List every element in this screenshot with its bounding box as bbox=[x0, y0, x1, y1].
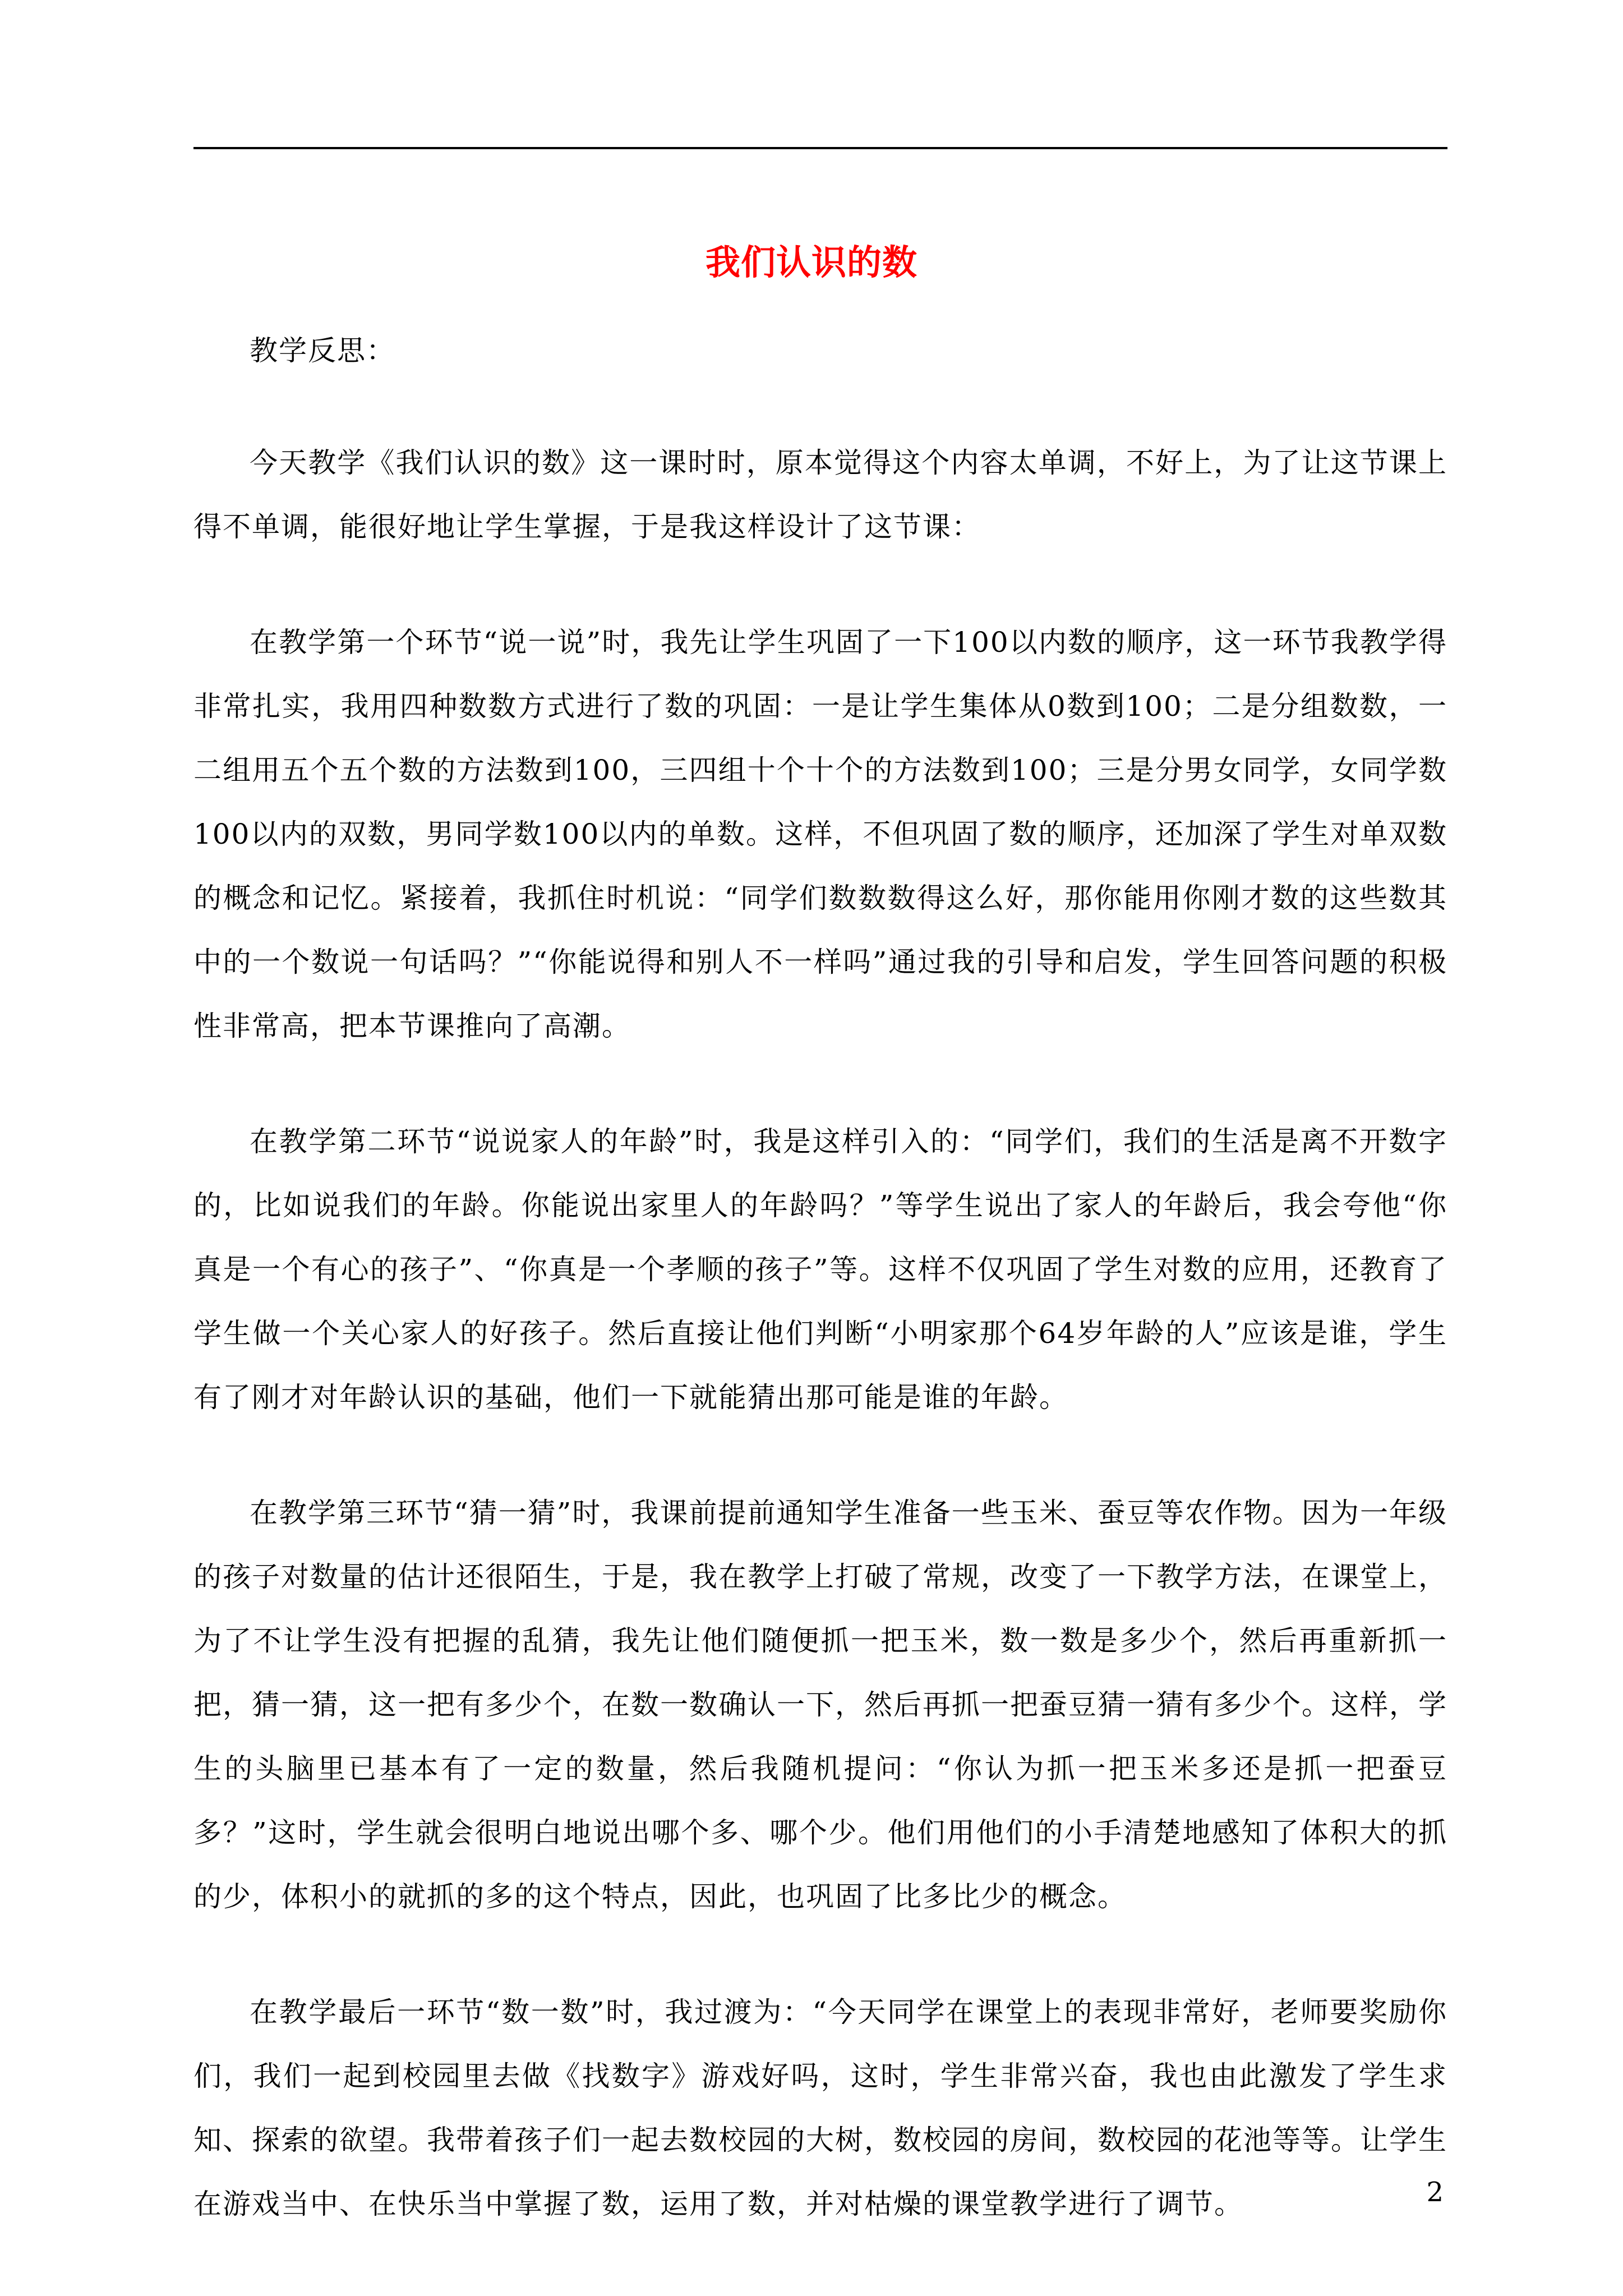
page-number: 2 bbox=[1426, 2177, 1444, 2208]
paragraph-step-four: 在教学最后一环节“数一数”时，我过渡为：“今天同学在课堂上的表现非常好，老师要奖励你们，我们一起到校园里去做《找数字》游戏好吗，这时，学生非常兴奋，我也由此激发了学生求知、探索的欲望。我带着孩子们一起去数校园的大树，数校园的房间，数校园的花池等等。让学生在游戏当中、在快乐当中掌握了数，运用了数，并对枯燥的课堂教学进行了调节。 bbox=[193, 1996, 1447, 2220]
paragraph-intro: 今天教学《我们认识的数》这一课时时，原本觉得这个内容太单调，不好上，为了让这节课上得不单调，能很好地让学生掌握，于是我这样设计了这节课： bbox=[193, 447, 1447, 543]
paragraph-step-one: 在教学第一个环节“说一说”时，我先让学生巩固了一下100以内数的顺序，这一环节我教学得非常扎实，我用四种数数方式进行了数的巩固：一是让学生集体从0数到100；二是分组数数，一二组用五个五个数的方法数到100，三四组十个十个的方法数到100；三是分男女同学，女同学数100以内的双数，男同学数100以内的单数。这样，不但巩固了数的顺序，还加深了学生对单双数的概念和记忆。紧接着，我抓住时机说：“同学们数数数得这么好，那你能用你刚才数的这些数其中的一个数说一句话吗？”“你能说得和别人不一样吗”通过我的引导和启发，学生回答问题的积极性非常高，把本节课推向了高潮。 bbox=[193, 626, 1447, 1042]
document-body bbox=[193, 319, 1447, 2288]
header-rule bbox=[193, 147, 1447, 149]
paragraph-step-three: 在教学第三环节“猜一猜”时，我课前提前通知学生准备一些玉米、蚕豆等农作物。因为一年级的孩子对数量的估计还很陌生，于是，我在教学上打破了常规，改变了一下教学方法，在课堂上，为了不让学生没有把握的乱猜，我先让他们随便抓一把玉米，数一数是多少个，然后再重新抓一把，猜一猜，这一把有多少个，在数一数确认一下，然后再抓一把蚕豆猜一猜有多少个。这样，学生的头脑里已基本有了一定的数量，然后我随机提问：“你认为抓一把玉米多还是抓一把蚕豆多？”这时，学生就会很明白地说出哪个多、哪个少。他们用他们的小手清楚地感知了体积大的抓的少，体积小的就抓的多的这个特点，因此，也巩固了比多比少的概念。 bbox=[193, 1497, 1447, 1913]
paragraph-step-two: 在教学第二环节“说说家人的年龄”时，我是这样引入的：“同学们，我们的生活是离不开数字的，比如说我们的年龄。你能说出家里人的年龄吗？”等学生说出了家人的年龄后，我会夸他“你真是一个有心的孩子”、“你真是一个孝顺的孩子”等。这样不仅巩固了学生对数的应用，还教育了学生做一个关心家人的好孩子。然后直接让他们判断“小明家那个64岁年龄的人”应该是谁，学生有了刚才对年龄认识的基础，他们一下就能猜出那可能是谁的年龄。 bbox=[193, 1125, 1447, 1414]
document-title: 我们认识的数 bbox=[705, 242, 917, 283]
section-label: 教学反思： bbox=[250, 334, 395, 367]
